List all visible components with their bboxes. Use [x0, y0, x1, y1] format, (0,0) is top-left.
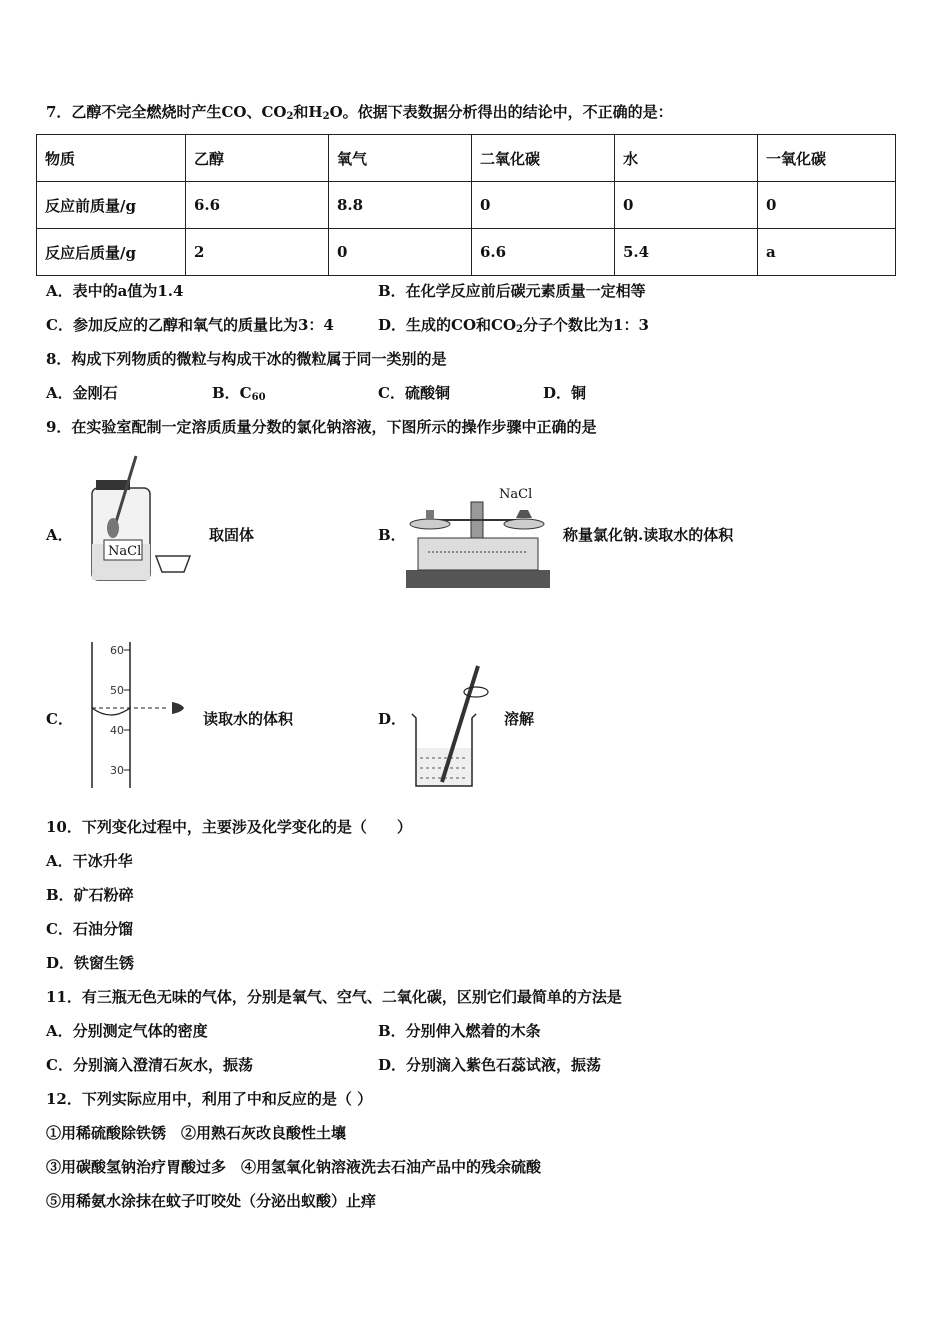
q7-stem-text: 7．乙醇不完全燃烧时产生CO、CO	[46, 103, 287, 121]
q9-d-label: D．	[378, 710, 407, 728]
q7-data-table	[36, 134, 896, 276]
table-cell: 6.6	[472, 229, 615, 276]
nacl-label: NaCl	[499, 487, 533, 502]
graduated-cylinder-illustration	[86, 640, 196, 790]
table-cell: 反应前质量/g	[37, 182, 186, 229]
q7-option-d-sub: 2	[516, 324, 523, 335]
q9-a-caption: 取固体	[209, 526, 255, 544]
q11-option-c: C．分别滴入澄清石灰水，振荡	[46, 1056, 253, 1074]
table-header-row	[37, 135, 896, 182]
q7-option-b: B．在化学反应前后碳元素质量一定相等	[378, 282, 646, 300]
q7-option-c: C．参加反应的乙醇和氧气的质量比为3：4	[46, 316, 334, 334]
q10-option-d: D．铁窗生锈	[46, 954, 135, 972]
q8-option-b-sub: 60	[251, 392, 266, 403]
q7-stem-sub: 2	[286, 111, 294, 122]
table-cell: 乙醇	[186, 135, 329, 182]
q7-option-a: A．表中的a值为1.4	[46, 282, 184, 300]
reagent-bottle-illustration	[86, 452, 206, 584]
q7-stem-end: O。依据下表数据分析得出的结论中，不正确的是：	[329, 103, 673, 121]
q8-stem: 8．构成下列物质的微粒与构成干冰的微粒属于同一类别的是	[46, 350, 447, 368]
table-cell: 物质	[37, 135, 186, 182]
q8-option-d: D．铜	[543, 384, 587, 402]
q9-b-caption: 称量氯化钠.读取水的体积	[563, 526, 734, 544]
cylinder-tick-label: 50	[110, 684, 124, 697]
q9-c-label: C．	[46, 710, 73, 728]
q9-d-caption: 溶解	[504, 710, 535, 728]
q12-stem: 12．下列实际应用中，利用了中和反应的是（ ）	[46, 1090, 373, 1108]
q7-option-d	[378, 315, 649, 340]
table-cell: 5.4	[615, 229, 758, 276]
table-row	[37, 182, 896, 229]
q8-option-b-text: B．C	[212, 384, 252, 402]
q7-option-d-post: 分子个数比为1：3	[523, 316, 649, 334]
table-cell: 0	[329, 229, 472, 276]
cylinder-tick-label: 30	[110, 764, 124, 777]
cylinder-tick-label: 40	[110, 724, 124, 737]
q11-option-b: B．分别伸入燃着的木条	[378, 1022, 541, 1040]
table-cell: 0	[472, 182, 615, 229]
q9-c-caption: 读取水的体积	[203, 710, 294, 728]
table-cell: 8.8	[329, 182, 472, 229]
table-cell: 反应后质量/g	[37, 229, 186, 276]
table-cell: 氧气	[329, 135, 472, 182]
q12-item: ⑤用稀氨水涂抹在蚊子叮咬处（分泌出蚁酸）止痒	[46, 1192, 377, 1210]
table-cell: 二氧化碳	[472, 135, 615, 182]
q11-option-d: D．分别滴入紫色石蕊试液，振荡	[378, 1056, 602, 1074]
table-cell: 水	[615, 135, 758, 182]
q9-b-label: B．	[378, 526, 406, 544]
q7-stem	[46, 102, 673, 127]
q9-a-label: A．	[46, 526, 73, 544]
q8-option-b	[212, 383, 266, 408]
beaker-stirring-illustration	[404, 662, 504, 790]
q8-option-c: C．硫酸铜	[378, 384, 450, 402]
eye-icon	[172, 702, 184, 714]
table-cell: 6.6	[186, 182, 329, 229]
table-cell: 0	[615, 182, 758, 229]
q11-option-a: A．分别测定气体的密度	[46, 1022, 208, 1040]
q7-option-d-pre: D．生成的CO和CO	[378, 316, 517, 334]
table-cell: 一氧化碳	[758, 135, 896, 182]
q9-stem: 9．在实验室配制一定溶质质量分数的氯化钠溶液，下图所示的操作步骤中正确的是	[46, 418, 597, 436]
q7-stem-mid: 和H	[293, 103, 323, 121]
table-cell: 2	[186, 229, 329, 276]
q10-option-c: C．石油分馏	[46, 920, 133, 938]
bottle-label: NaCl	[108, 544, 142, 559]
q10-stem: 10．下列变化过程中，主要涉及化学变化的是（ ）	[46, 818, 412, 836]
q10-option-a: A．干冰升华	[46, 852, 133, 870]
q12-item: ①用稀硫酸除铁锈 ②用熟石灰改良酸性土壤	[46, 1124, 347, 1142]
table-cell: 0	[758, 182, 896, 229]
q10-option-b: B．矿石粉碎	[46, 886, 134, 904]
q7-stem-sub2: 2	[322, 111, 330, 122]
q11-stem: 11．有三瓶无色无味的气体，分别是氧气、空气、二氧化碳，区别它们最简单的方法是	[46, 988, 622, 1006]
balance-scale-illustration	[404, 480, 554, 592]
q12-item: ③用碳酸氢钠治疗胃酸过多 ④用氢氧化钠溶液洗去石油产品中的残余硫酸	[46, 1158, 542, 1176]
q8-option-a: A．金刚石	[46, 384, 118, 402]
table-cell: a	[758, 229, 896, 276]
table-row	[37, 229, 896, 276]
cylinder-tick-label: 60	[110, 644, 124, 657]
